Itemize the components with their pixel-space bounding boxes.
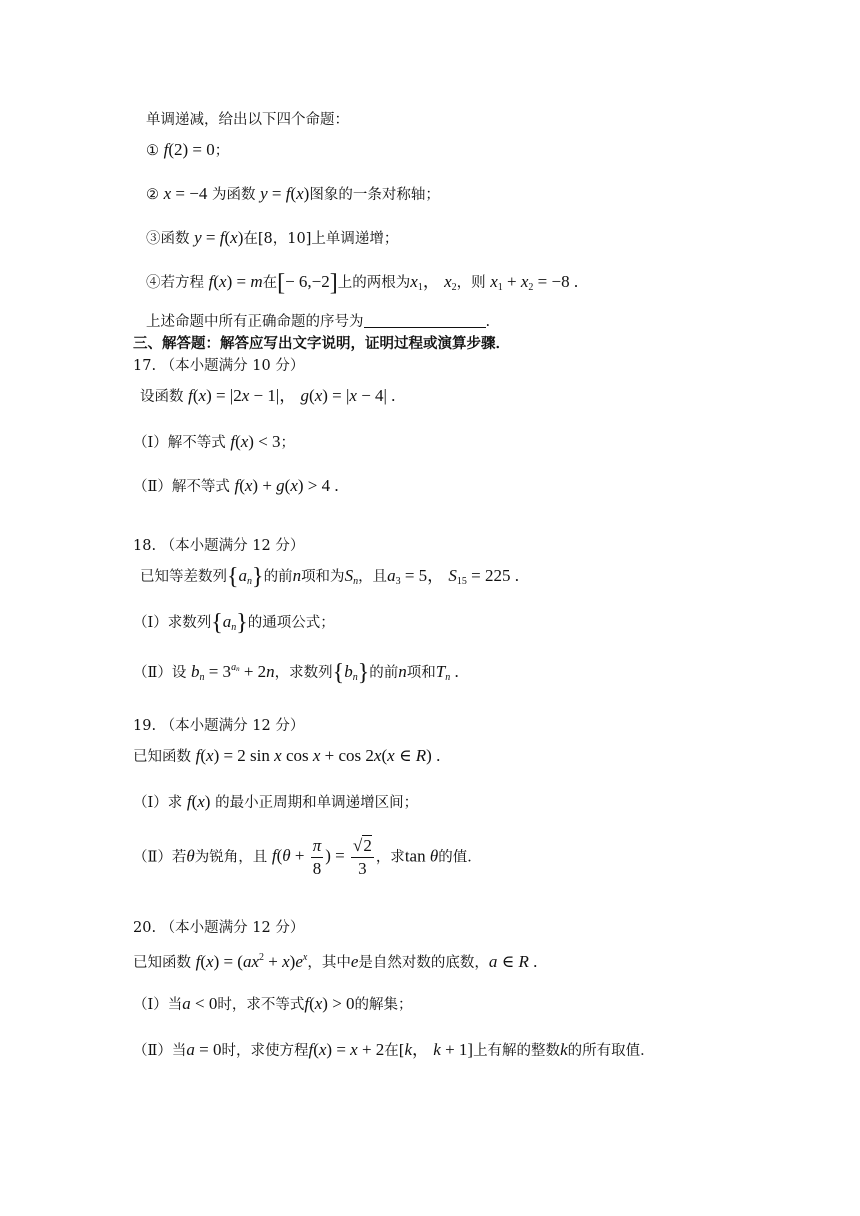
formula: f(x) = |2x − 1|， g(x) = |x − 4| .	[188, 386, 396, 405]
problem-19-stem: 已知函数 f(x) = 2 sin x cos x + cos 2x(x ∈ R) .	[133, 746, 441, 765]
proposition-4-marker: ④若方程	[146, 275, 204, 291]
interval: [− 6,−2]	[277, 270, 338, 296]
formula: y = f(x)	[194, 228, 244, 247]
problem-18-part-1: （Ⅰ）求数列$\{a_n\}$的通项公式；	[133, 610, 335, 636]
proposition-1-marker: ①	[146, 143, 159, 159]
problem-17-stem: 设函数 f(x) = |2x − 1|， g(x) = |x − 4| .	[140, 386, 396, 405]
proposition-2: ② x = −4 为函数 y = f(x)图象的一条对称轴；	[146, 184, 440, 203]
proposition-2-marker: ②	[146, 187, 159, 203]
formula: x = −4	[163, 184, 208, 203]
problem-20-part-2: （Ⅱ）当a = 0时，求使方程f(x) = x + 2在[k， k + 1]上有解的整数k的所有取值．	[133, 1040, 655, 1059]
formula: $f(x) = (ax^2 + x)e^x$	[195, 952, 308, 971]
formula: y = f(x)	[260, 184, 310, 203]
problem-20-header: 20. （本小题满分 12 分）	[133, 920, 305, 936]
problem-17-part-1: （Ⅰ）解不等式 f(x) < 3；	[133, 432, 296, 451]
formula: f(x)	[186, 792, 211, 811]
problem-18-stem: 已知等差数列$\{a_n\}$的前n项和为$S_n$，且$a_3 = 5$， $S_{15} = 225$ .	[140, 564, 519, 590]
proposition-3: ③函数 y = f(x)在[8，10]上单调递增；	[146, 228, 399, 247]
problem-18-header: 18. （本小题满分 12 分）	[133, 538, 305, 554]
formula: $a_3 = 5$， $S_{15} = 225$ .	[387, 566, 519, 587]
problem-18-part-2: （Ⅱ）设 $b_n = 3^{an} + 2n$，求数列$\{b_n\}$的前n项和$T_n$ .	[133, 660, 459, 686]
formula: $x_1 + x_2 = -8$ .	[490, 272, 579, 293]
problem-20-stem: 已知函数 $f(x) = (ax^2 + x)e^x$，其中e是自然对数的底数，a ∈ R .	[133, 952, 538, 971]
formula: $b_n = 3^{an} + 2n$	[190, 662, 275, 683]
formula: f	[163, 140, 169, 159]
problem-19-part-2: （Ⅱ）若θ为锐角，且 f(θ + $\frac{\pi}{8}$ ) = $\frac{√2}{3}$ ，求tan θ的值．	[133, 836, 482, 878]
proposition-4: ④若方程 f(x) = m在[− 6,−2]上的两根为$x_1$， $x_2$，则 $x_1 + x_2 = -8$ .	[146, 270, 579, 296]
proposition-1: ① f(2) = 0；	[146, 140, 230, 159]
formula: f(x) = x + 2	[308, 1040, 385, 1059]
problem-19-part-1: （Ⅰ）求 f(x) 的最小正周期和单调递增区间；	[133, 792, 419, 811]
problem-17-part-2: （Ⅱ）解不等式 f(x) + g(x) > 4 .	[133, 476, 339, 495]
problem-20-part-1: （Ⅰ）当a < 0时，求不等式f(x) > 0的解集；	[133, 994, 413, 1013]
formula: f(x) = 2 sin x cos x + cos 2x(x ∈ R) .	[195, 746, 441, 765]
fill-question: 上述命题中所有正确命题的序号为 .	[146, 314, 491, 330]
problem-17-header: 17. （本小题满分 10 分）	[133, 358, 305, 374]
formula: $\{a_n\}$	[227, 564, 264, 590]
problem-19-header: 19. （本小题满分 12 分）	[133, 718, 305, 734]
formula: f(x) < 3	[230, 432, 281, 451]
answer-blank	[364, 313, 486, 328]
proposition-3-marker: ③函数	[146, 231, 190, 247]
formula: f(x) > 0	[304, 994, 355, 1013]
section-heading: 三、解答题：解答应写出文字说明，证明过程或演算步骤．	[133, 335, 510, 352]
formula: f(θ + $\frac{\pi}{8}$ ) = $\frac{√2}{3}$	[271, 836, 372, 878]
formula: f(x) = m	[208, 272, 263, 291]
intro-text: 单调递减，给出以下四个命题：	[146, 112, 349, 128]
formula: f(x) + g(x) > 4 .	[234, 476, 339, 495]
